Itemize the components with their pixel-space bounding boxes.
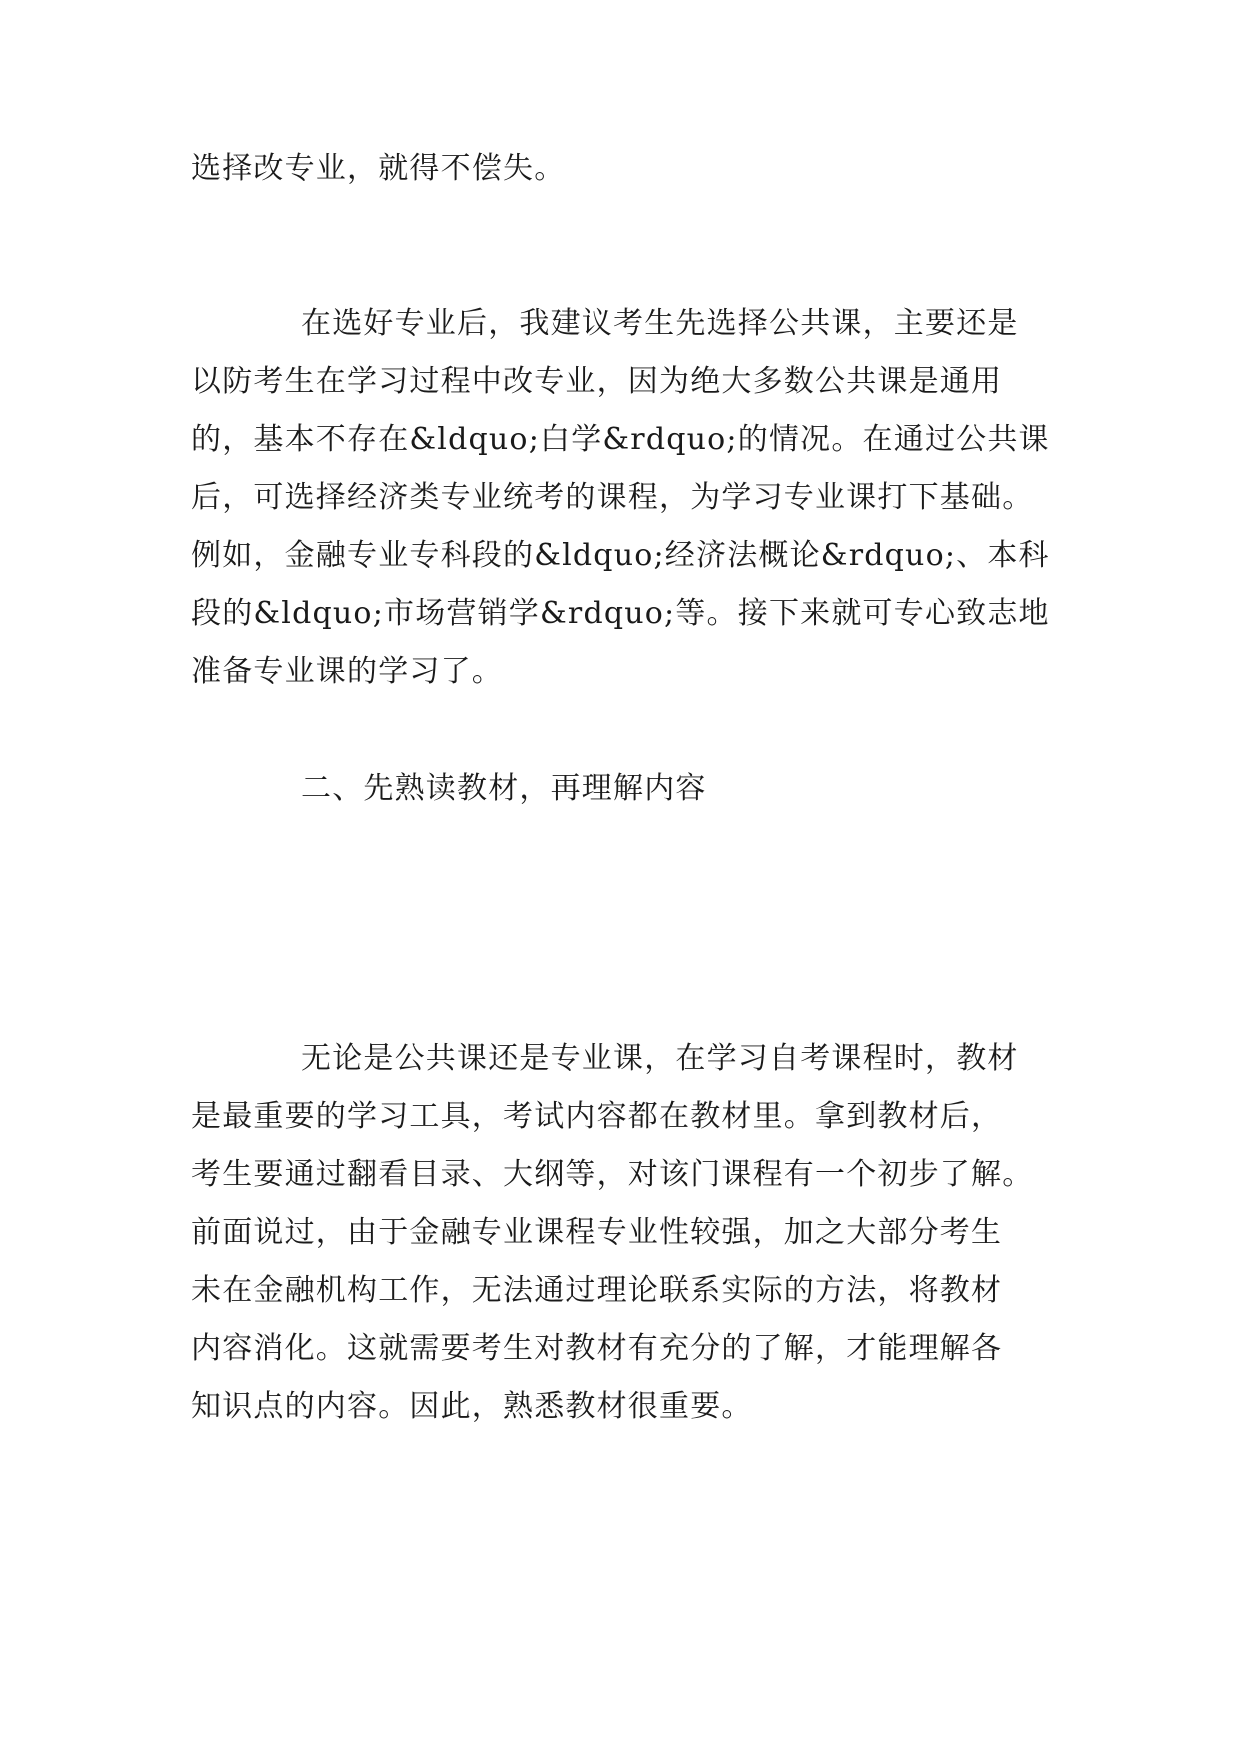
paragraph-textbook — [191, 1030, 1061, 1436]
text-line: 前面说过，由于金融专业课程专业性较强，加之大部分考生 — [191, 1215, 1003, 1250]
text-line: 段的&ldquo;市场营销学&rdquo;等。接下来就可专心致志地 — [191, 596, 1050, 631]
text-line: 后，可选择经济类专业统考的课程，为学习专业课打下基础。 — [191, 480, 1034, 515]
text-line: 的，基本不存在&ldquo;白学&rdquo;的情况。在通过公共课 — [191, 422, 1050, 457]
section-heading — [191, 760, 1061, 818]
text-line: 选择改专业，就得不偿失。 — [191, 151, 566, 186]
text-line: 例如，金融专业专科段的&ldquo;经济法概论&rdquo;、本科 — [191, 538, 1050, 573]
heading-line: 二、先熟读教材，再理解内容 — [301, 771, 707, 806]
text-line: 考生要通过翻看目录、大纲等，对该门课程有一个初步了解。 — [191, 1157, 1034, 1192]
text-line: 无论是公共课还是专业课，在学习自考课程时，教材 — [301, 1041, 1019, 1076]
text-line: 知识点的内容。因此，熟悉教材很重要。 — [191, 1389, 753, 1424]
text-line: 以防考生在学习过程中改专业，因为绝大多数公共课是通用 — [191, 364, 1003, 399]
text-line: 准备专业课的学习了。 — [191, 654, 503, 689]
text-line: 在选好专业后，我建议考生先选择公共课，主要还是 — [301, 306, 1019, 341]
paragraph-public-courses — [191, 295, 1061, 701]
text-line: 未在金融机构工作，无法通过理论联系实际的方法，将教材 — [191, 1273, 1003, 1308]
text-line: 内容消化。这就需要考生对教材有充分的了解，才能理解各 — [191, 1331, 1003, 1366]
text-line: 是最重要的学习工具，考试内容都在教材里。拿到教材后， — [191, 1099, 1003, 1134]
paragraph-continuation — [191, 140, 1061, 198]
